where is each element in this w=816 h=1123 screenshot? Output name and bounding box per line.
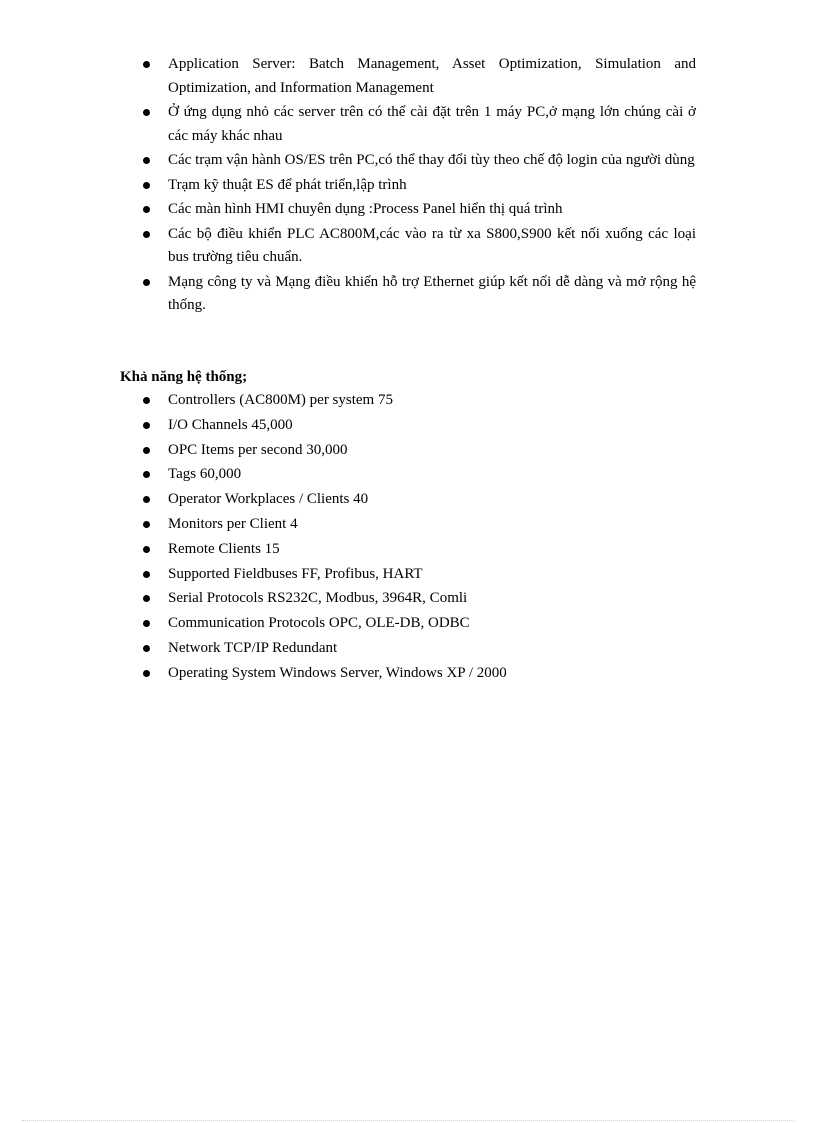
bullet-icon — [143, 157, 150, 164]
list-item — [120, 439, 696, 463]
list-item — [120, 612, 696, 636]
list-item — [120, 488, 696, 512]
list-item-text: Communication Protocols OPC, OLE-DB, ODBC — [168, 615, 470, 632]
list-item — [120, 513, 696, 537]
bullet-icon — [143, 109, 150, 116]
bullet-icon — [143, 645, 150, 652]
list-item-text: Network TCP/IP Redundant — [168, 639, 338, 656]
bullet-icon — [143, 231, 150, 238]
list-item-text: Các màn hình HMI chuyên dụng :Process Panel hiển thị quá trình — [168, 201, 563, 217]
section-heading: Khả năng hệ thống; — [120, 369, 248, 385]
list-item — [120, 271, 696, 318]
list-item — [120, 198, 696, 222]
list-item-text: Tags 60,000 — [168, 466, 242, 483]
list-item-text: Các bộ điều khiển PLC AC800M,các vào ra từ xa S800,S900 kết nối xuống các loại bus trường tiêu chuẩn. — [168, 225, 696, 265]
list-item — [120, 174, 696, 198]
bullet-icon — [143, 471, 150, 478]
bullet-icon — [143, 521, 150, 528]
list-item-text: Monitors per Client 4 — [168, 515, 298, 532]
bullet-icon — [143, 546, 150, 553]
list-item-text: Các trạm vận hành OS/ES trên PC,có thể thay đổi tùy theo chế độ login của người dùng — [168, 152, 695, 168]
list-item-text: Controllers (AC800M) per system 75 — [168, 392, 393, 408]
bullet-icon — [143, 206, 150, 213]
bullet-icon — [143, 571, 150, 578]
list-item-text: Remote Clients 15 — [168, 540, 280, 557]
bullet-icon — [143, 620, 150, 627]
list-item — [120, 538, 696, 562]
list-item-text: I/O Channels 45,000 — [168, 416, 293, 433]
list-item — [120, 587, 696, 611]
bullet-icon — [143, 279, 150, 286]
list-item-text: Application Server: Batch Management, Asset Optimization, Simulation and Optimization, and Information Management — [168, 56, 696, 96]
system-components-list — [120, 53, 696, 319]
list-item-text: Operating System Windows Server, Windows XP / 2000 — [168, 664, 507, 681]
list-item — [120, 563, 696, 587]
system-capabilities-list — [120, 389, 696, 687]
list-item-text: Trạm kỹ thuật ES để phát triển,lập trình — [168, 176, 407, 193]
bullet-icon — [143, 670, 150, 677]
list-item — [120, 223, 696, 270]
list-item-text: Supported Fieldbuses FF, Profibus, HART — [168, 565, 423, 582]
bullet-icon — [143, 422, 150, 429]
list-item-text: Serial Protocols RS232C, Modbus, 3964R, Comli — [168, 590, 468, 607]
list-item-text: Ở ứng dụng nhỏ các server trên có thể cài đặt trên 1 máy PC,ở mạng lớn chúng cài ở các máy khác nhau — [168, 104, 696, 144]
bullet-icon — [143, 496, 150, 503]
bullet-icon — [143, 397, 150, 404]
bullet-icon — [143, 595, 150, 602]
bullet-icon — [143, 61, 150, 68]
list-item — [120, 389, 696, 413]
list-item — [120, 463, 696, 487]
page-bottom-divider — [22, 1120, 794, 1121]
list-item — [120, 149, 696, 173]
bullet-icon — [143, 447, 150, 454]
bullet-icon — [143, 182, 150, 189]
list-item-text: OPC Items per second 30,000 — [168, 441, 348, 458]
list-item — [120, 414, 696, 438]
list-item-text: Mạng công ty và Mạng điều khiển hỗ trợ Ethernet giúp kết nối dễ dàng và mở rộng hệ thống. — [168, 273, 696, 313]
list-item — [120, 637, 696, 661]
list-item-text: Operator Workplaces / Clients 40 — [168, 491, 369, 508]
list-item — [120, 53, 696, 100]
list-item — [120, 662, 696, 686]
list-item — [120, 101, 696, 148]
